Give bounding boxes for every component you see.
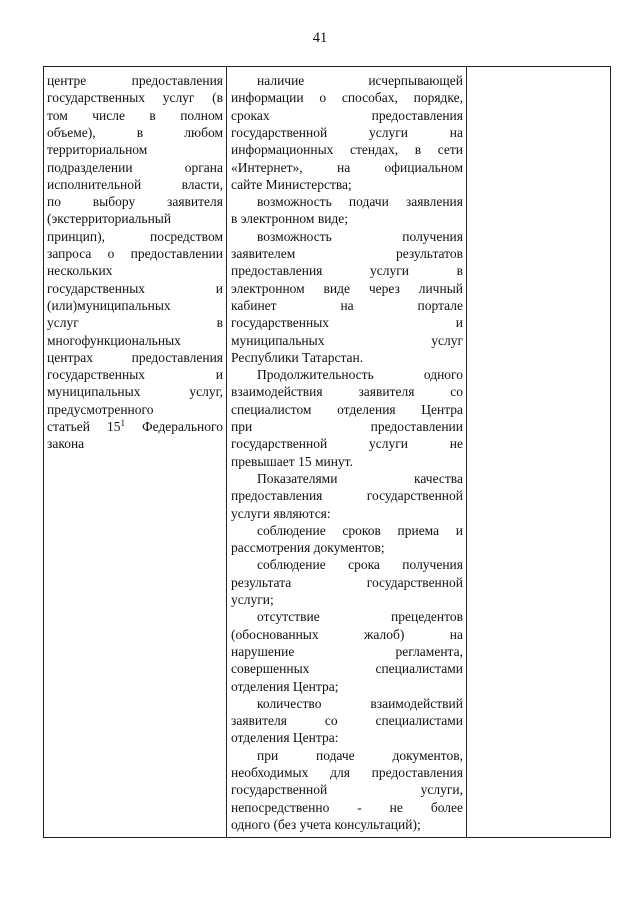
column1-line: по выбору заявителя xyxy=(47,194,223,210)
column1-line: (или)муниципальных xyxy=(47,297,171,313)
table-column-2 xyxy=(226,67,467,837)
column2-line: муниципальных услуг xyxy=(231,332,463,348)
column1-line: статьей $15^1$ Федерального xyxy=(47,418,223,434)
column1-line: том числе в полном xyxy=(47,107,223,123)
table-column-3 xyxy=(466,67,610,837)
column2-line: «Интернет», на официальном xyxy=(231,159,463,175)
column2-line: отсутствие прецедентов xyxy=(257,609,463,625)
column1-line: предусмотренного xyxy=(47,401,154,417)
column2-line: специалистом отделения Центра xyxy=(231,401,463,417)
column1-line: (экстерриториальный xyxy=(47,211,172,227)
column2-line: государственной услуги не xyxy=(231,436,463,452)
column2-line: совершенных специалистами xyxy=(231,661,463,677)
column2-line: возможность подачи заявления xyxy=(257,194,463,210)
column2-line: результата государственной xyxy=(231,574,463,590)
column1-line: государственных услуг (в xyxy=(47,90,223,106)
column1-line: исполнительной власти, xyxy=(47,176,223,192)
column2-line: сайте Министерства; xyxy=(231,176,352,192)
column1-line: многофункциональных xyxy=(47,332,181,348)
column2-line: предоставления государственной xyxy=(231,488,463,504)
column1-line: нескольких xyxy=(47,263,113,279)
column2-line: государственной услуги, xyxy=(231,782,463,798)
column2-line: информации о способах, порядке, xyxy=(231,90,463,106)
column1-line: запроса о предоставлении xyxy=(47,246,223,261)
column2-line: сроках предоставления xyxy=(231,107,463,123)
column1-line: закона xyxy=(47,436,85,452)
page-number: 41 xyxy=(312,30,328,46)
column2-line: при подаче документов, xyxy=(257,747,463,763)
column2-line: государственной услуги на xyxy=(231,124,463,140)
column1-line: принцип), посредством xyxy=(47,228,223,244)
column1-line: услуг в xyxy=(47,315,223,331)
column2-line: непосредственно - не более xyxy=(231,799,463,815)
column1-line: центре предоставления xyxy=(47,73,223,88)
column2-line: предоставления услуги в xyxy=(231,263,463,279)
column2-line: электронном виде через личный xyxy=(231,280,463,296)
column1-line: государственных и xyxy=(47,367,223,383)
column2-line: заявителем результатов xyxy=(231,246,463,261)
column2-line: государственных и xyxy=(231,315,463,331)
column1-line: муниципальных услуг, xyxy=(47,384,223,400)
column2-line: при предоставлении xyxy=(231,419,463,434)
column2-line: (обоснованных жалоб) на xyxy=(231,626,463,642)
column1-line: территориальном xyxy=(47,142,148,158)
column2-line: услуги; xyxy=(231,592,274,607)
column1-line: объеме), в любом xyxy=(47,124,223,140)
column2-line: количество взаимодействий xyxy=(257,695,463,711)
column2-line: отделения Центра: xyxy=(231,730,339,746)
column1-line: подразделении органа xyxy=(47,159,223,175)
column2-line: необходимых для предоставления xyxy=(231,765,463,780)
column2-line: взаимодействия заявителя со xyxy=(231,384,463,400)
column2-line: одного (без учета консультаций); xyxy=(231,816,421,832)
column2-line: заявителя со специалистами xyxy=(231,713,463,729)
column2-line: соблюдение сроков приема и xyxy=(257,522,463,538)
column2-line: соблюдение срока получения xyxy=(257,557,463,573)
column2-line: превышает 15 минут. xyxy=(231,453,353,469)
footnote-superscript: 1 xyxy=(120,418,125,428)
column1-line: государственных и xyxy=(47,280,223,296)
column2-line: Республики Татарстан. xyxy=(231,349,364,365)
column2-line: кабинет на портале xyxy=(231,297,463,313)
document-table xyxy=(43,66,611,838)
table-column-1 xyxy=(44,67,226,837)
column2-line: отделения Центра; xyxy=(231,678,339,694)
column2-line: услуги являются: xyxy=(231,505,331,521)
column2-line: Продолжительность одного xyxy=(257,367,463,383)
column2-line: Показателями качества xyxy=(257,470,463,486)
column2-line: возможность получения xyxy=(257,228,463,244)
column2-line: нарушение регламента, xyxy=(231,643,463,659)
column2-line: наличие исчерпывающей xyxy=(257,73,463,88)
column2-line: рассмотрения документов; xyxy=(231,540,385,556)
column1-line: центрах предоставления xyxy=(47,349,223,365)
column2-line: в электронном виде; xyxy=(231,211,349,227)
column2-line: информационных стендах, в сети xyxy=(231,142,463,158)
